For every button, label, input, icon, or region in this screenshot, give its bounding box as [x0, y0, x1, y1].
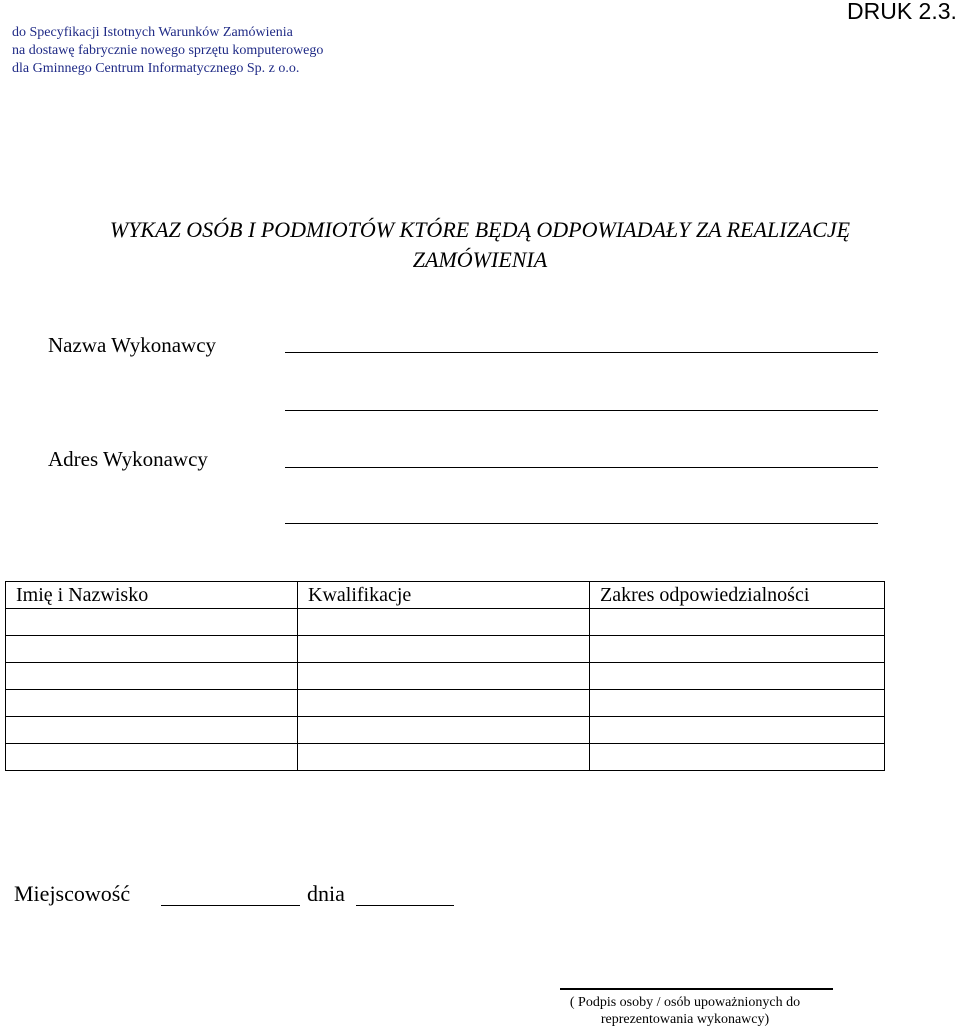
- table-cell[interactable]: [298, 690, 590, 717]
- signature-caption-line: reprezentowania wykonawcy): [600, 1012, 770, 1027]
- table-cell[interactable]: [298, 717, 590, 744]
- table-cell[interactable]: [590, 663, 885, 690]
- place-date-line: [14, 880, 130, 908]
- table-cell[interactable]: [590, 609, 885, 636]
- table-cell[interactable]: [6, 636, 298, 663]
- table-header-cell: Kwalifikacje: [298, 582, 590, 609]
- contractor-name-field[interactable]: [285, 352, 878, 353]
- table-header-cell: Zakres odpowiedzialności: [590, 582, 885, 609]
- contractor-address-field[interactable]: [285, 467, 878, 468]
- table-cell[interactable]: [298, 744, 590, 771]
- table-header-row: [6, 582, 885, 609]
- contractor-name-field-continued[interactable]: [285, 410, 878, 411]
- header-line: na dostawę fabrycznie nowego sprzętu komputerowego: [12, 43, 324, 58]
- table-cell[interactable]: [6, 717, 298, 744]
- table-cell[interactable]: [590, 717, 885, 744]
- title-line: ZAMÓWIENIA: [412, 247, 548, 272]
- contractor-address-label: Adres Wykonawcy: [48, 447, 208, 471]
- table-row: [6, 609, 885, 636]
- header-line: dla Gminnego Centrum Informatycznego Sp. z o.o.: [12, 61, 300, 76]
- contractor-name-label: Nazwa Wykonawcy: [48, 333, 217, 357]
- title-line: WYKAZ OSÓB I PODMIOTÓW KTÓRE BĘDĄ ODPOWIADAŁY ZA REALIZACJĘ: [109, 217, 851, 242]
- table-row: [6, 663, 885, 690]
- table-cell[interactable]: [6, 744, 298, 771]
- table-row: [6, 690, 885, 717]
- table-header-cell: Imię i Nazwisko: [6, 582, 298, 609]
- date-field[interactable]: [356, 905, 454, 906]
- table-cell[interactable]: [590, 744, 885, 771]
- contractor-address-field-continued[interactable]: [285, 523, 878, 524]
- place-label: Miejscowość: [14, 881, 131, 906]
- table-cell[interactable]: [6, 690, 298, 717]
- table-cell[interactable]: [6, 609, 298, 636]
- header-line: do Specyfikacji Istotnych Warunków Zamówienia: [12, 25, 293, 40]
- signature-line[interactable]: [560, 988, 833, 990]
- table-cell[interactable]: [590, 690, 885, 717]
- table-cell[interactable]: [590, 636, 885, 663]
- table-row: [6, 717, 885, 744]
- table-cell[interactable]: [298, 663, 590, 690]
- persons-table: [5, 581, 885, 771]
- table-row: [6, 744, 885, 771]
- table-row: [6, 636, 885, 663]
- date-label-wrap: [307, 880, 345, 908]
- signature-caption-line: ( Podpis osoby / osób upoważnionych do: [569, 995, 801, 1010]
- signature-caption: [500, 994, 870, 1028]
- form-code: DRUK 2.3.: [847, 0, 957, 24]
- table-cell[interactable]: [298, 609, 590, 636]
- table-cell[interactable]: [6, 663, 298, 690]
- place-field[interactable]: [161, 905, 300, 906]
- date-label: dnia: [307, 881, 345, 906]
- table-cell[interactable]: [298, 636, 590, 663]
